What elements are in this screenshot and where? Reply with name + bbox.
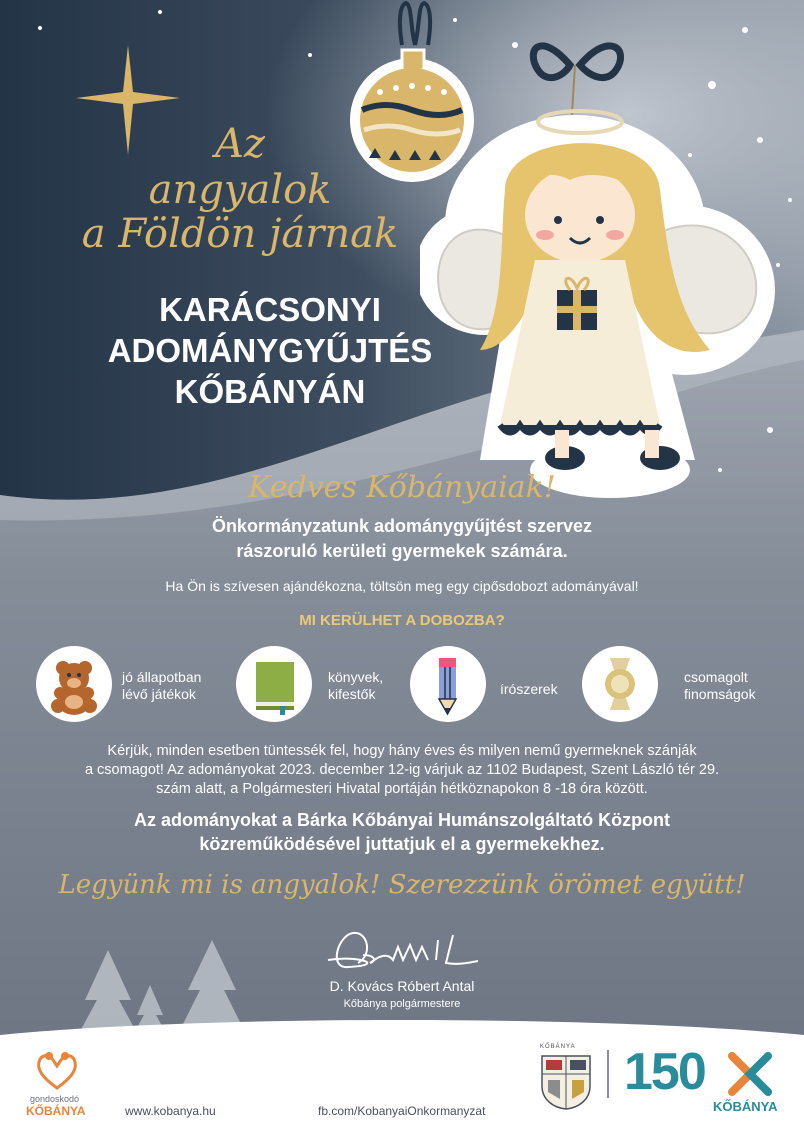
item-label-toys: jó állapotban lévő játékok <box>122 669 202 702</box>
signer-role: Kőbánya polgármestere <box>343 998 461 1010</box>
intro <box>0 514 804 564</box>
intro-line-1: Önkormányzatunk adománygyűjtést szervez <box>211 516 593 536</box>
item-label-books: könyvek, kifestők <box>328 669 384 702</box>
logo-tagline: gondoskodó <box>30 1094 80 1104</box>
headline <box>80 289 460 412</box>
footer-divider <box>607 1050 609 1098</box>
headline-line-3: KŐBÁNYÁN <box>174 373 366 410</box>
details-line-1: Kérjük, minden esetben tüntessék fel, hogy hány éves és milyen nemű gyermeknek szánják <box>107 743 697 759</box>
anniversary-number: 150 <box>624 1043 705 1101</box>
greeting: Kedves Kőbányaiak! <box>248 470 556 505</box>
candy-circle <box>582 646 658 722</box>
item-label-sweets: csomagolt finomságok <box>684 669 756 702</box>
facebook-link[interactable]: fb.com/KobanyaiOnkormanyzat <box>318 1104 486 1118</box>
title-line-1: Az <box>215 121 265 167</box>
heart-people-icon <box>35 1050 79 1090</box>
website-link[interactable]: www.kobanya.hu <box>125 1104 216 1118</box>
teddy-bear-circle <box>36 646 112 722</box>
teddy-bear-icon <box>36 646 112 722</box>
item-label-stationery: írószerek <box>500 681 558 697</box>
logo-name: KŐBÁNYA <box>26 1104 86 1118</box>
anniversary-name: KŐBÁNYA <box>713 1099 778 1114</box>
title-line-2: angyalok <box>148 167 332 213</box>
candy-icon <box>582 646 658 722</box>
crest-icon <box>540 1054 592 1110</box>
crest-label: KŐBÁNYA <box>540 1044 576 1050</box>
bold-note-line-2: közreműködésével juttatjuk el a gyermekekhez. <box>199 834 605 854</box>
angel-illustration <box>420 10 790 500</box>
signature <box>318 925 488 980</box>
book-circle <box>236 646 312 722</box>
signer-name: D. Kovács Róbert Antal <box>329 978 475 994</box>
details <box>0 742 804 799</box>
title-line-3: a Földön járnak <box>81 211 399 257</box>
details-line-2: a csomagot! Az adományokat 2023. december 12-ig várjuk az 1102 Budapest, Szent László tér 29. <box>84 762 720 778</box>
slogan: Legyünk mi is angyalok! Szerezzünk örömet együtt! <box>58 870 746 900</box>
anniversary-mark-icon <box>728 1052 772 1098</box>
pencil-circle <box>410 646 486 722</box>
call-to-action: Ha Ön is szívesen ajándékozna, töltsön meg egy cipősdobozt adományával! <box>165 578 639 594</box>
box-heading: MI KERÜLHET A DOBOZBA? <box>299 612 505 629</box>
book-icon <box>236 646 312 722</box>
details-line-3: szám alatt, a Polgármesteri Hivatal portáján hétköznapokon 8 -18 óra között. <box>156 781 648 797</box>
bold-note <box>0 808 804 856</box>
intro-line-2: rászoruló kerületi gyermekek számára. <box>236 541 568 561</box>
bold-note-line-1: Az adományokat a Bárka Kőbányai Humánszolgáltató Központ <box>133 810 671 830</box>
headline-line-1: KARÁCSONYI <box>159 291 381 328</box>
headline-line-2: ADOMÁNYGYŰJTÉS <box>107 332 433 369</box>
pencil-icon <box>410 646 486 722</box>
